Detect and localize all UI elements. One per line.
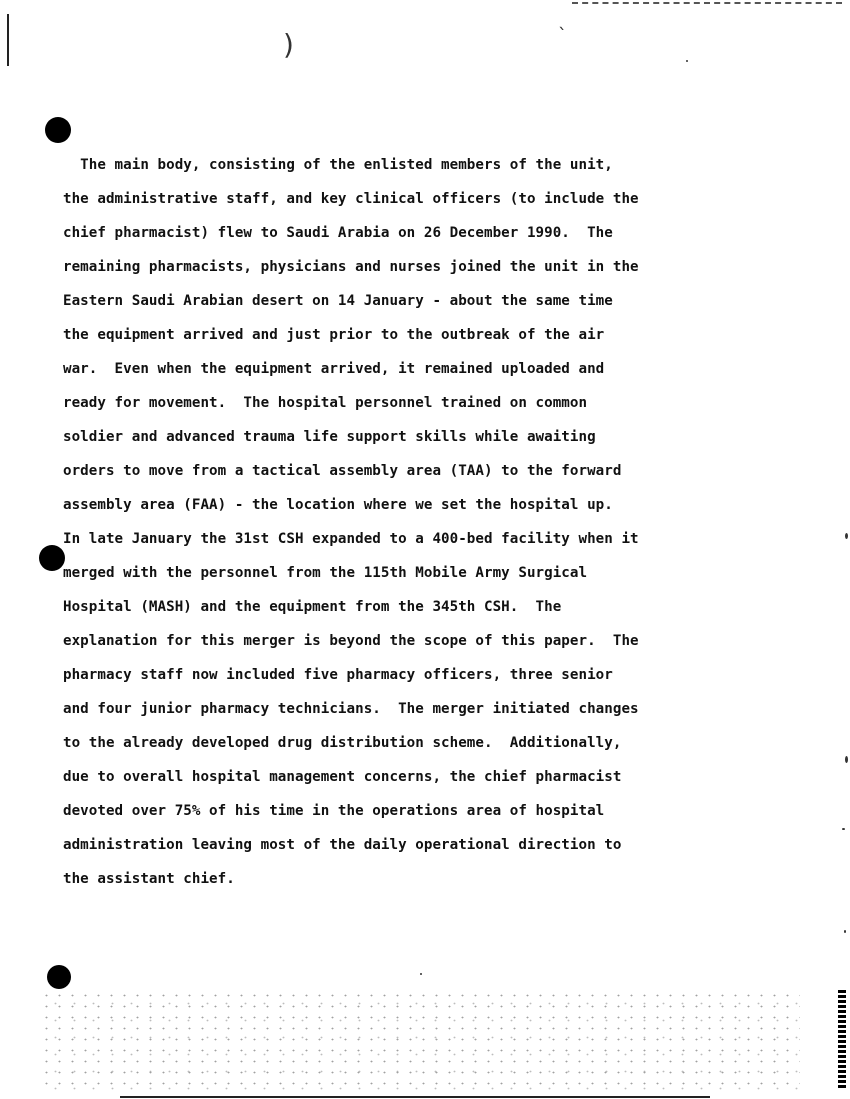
text-line: In late January the 31st CSH expanded to a 400-bed facility when it bbox=[63, 531, 639, 547]
text-line: the administrative staff, and key clinical officers (to include the bbox=[63, 191, 639, 207]
text-line: pharmacy staff now included five pharmacy officers, three senior bbox=[63, 667, 613, 683]
text-line: to the already developed drug distribution scheme. Additionally, bbox=[63, 735, 622, 751]
text-line: assembly area (FAA) - the location where we set the hospital up. bbox=[63, 497, 613, 513]
scan-artifact-mark: ) bbox=[283, 28, 294, 61]
text-line: remaining pharmacists, physicians and nurses joined the unit in the bbox=[63, 259, 639, 275]
scan-speck bbox=[845, 756, 848, 763]
text-line: Eastern Saudi Arabian desert on 14 January - about the same time bbox=[63, 293, 613, 309]
scan-speck bbox=[844, 930, 846, 933]
scan-speck bbox=[420, 973, 422, 975]
scan-speck bbox=[842, 828, 845, 830]
scan-speck bbox=[845, 533, 848, 539]
scan-top-rule bbox=[572, 2, 842, 4]
text-line: war. Even when the equipment arrived, it remained uploaded and bbox=[63, 361, 605, 377]
text-line: due to overall hospital management concerns, the chief pharmacist bbox=[63, 769, 622, 785]
text-line: The main body, consisting of the enlisted members of the unit, bbox=[63, 157, 613, 173]
text-line: and four junior pharmacy technicians. The merger initiated changes bbox=[63, 701, 639, 717]
scan-bottom-rule bbox=[120, 1096, 710, 1098]
scan-noise bbox=[40, 990, 800, 1090]
scan-artifact-mark: ` bbox=[558, 25, 567, 46]
scan-edge-mark bbox=[7, 14, 9, 66]
punch-hole bbox=[47, 965, 71, 989]
text-line: administration leaving most of the daily operational direction to bbox=[63, 837, 622, 853]
text-line: merged with the personnel from the 115th Mobile Army Surgical bbox=[63, 565, 588, 581]
text-line: chief pharmacist) flew to Saudi Arabia on 26 December 1990. The bbox=[63, 225, 613, 241]
scan-speck bbox=[686, 60, 688, 62]
text-line: explanation for this merger is beyond the scope of this paper. The bbox=[63, 633, 639, 649]
text-line: Hospital (MASH) and the equipment from the 345th CSH. The bbox=[63, 599, 562, 615]
text-line: the equipment arrived and just prior to the outbreak of the air bbox=[63, 327, 605, 343]
text-line: ready for movement. The hospital personnel trained on common bbox=[63, 395, 588, 411]
text-line: the assistant chief. bbox=[63, 871, 235, 887]
punch-hole bbox=[45, 117, 71, 143]
text-line: orders to move from a tactical assembly area (TAA) to the forward bbox=[63, 463, 622, 479]
text-line: devoted over 75% of his time in the operations area of hospital bbox=[63, 803, 605, 819]
text-line: soldier and advanced trauma life support skills while awaiting bbox=[63, 429, 596, 445]
punch-hole bbox=[39, 545, 65, 571]
scan-edge-mark bbox=[838, 990, 846, 1090]
